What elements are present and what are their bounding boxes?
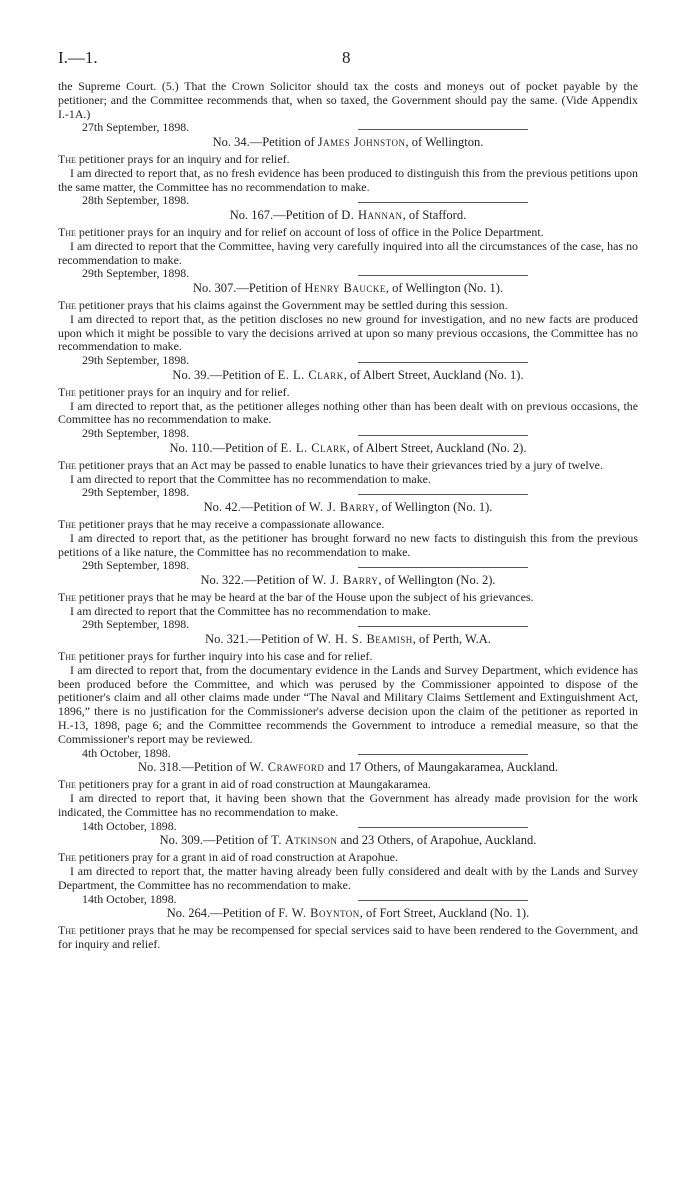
petition-number: No. 34.—Petition of bbox=[212, 135, 315, 150]
prayer-lead-word: The bbox=[58, 224, 76, 239]
petitioner-location: , of Wellington (No. 1). bbox=[385, 281, 504, 296]
petition-list bbox=[58, 136, 638, 952]
petition-number: No. 309.—Petition of bbox=[159, 833, 268, 848]
petition-number: No. 167.—Petition of bbox=[229, 208, 339, 223]
petition-number: No. 110.—Petition of bbox=[169, 440, 278, 455]
petition-entry bbox=[58, 367, 638, 441]
report-date: 14th October, 1898. bbox=[82, 891, 177, 906]
committee-report: I am directed to report that, it having been shown that the Government has already made provision for the work indicated, the Committee has no recommendation to make. bbox=[58, 791, 638, 819]
petition-entry bbox=[58, 833, 638, 906]
committee-report: I am directed to report that, as the petitioner has brought forward no new facts to distinguish this from the previous petitions of a like nature, the Committee has no recommendation to make. bbox=[58, 530, 638, 559]
prayer-lead-word: The bbox=[58, 516, 76, 531]
petition-title bbox=[58, 136, 638, 150]
petition-title bbox=[58, 209, 638, 223]
petition-number: No. 264.—Petition of bbox=[166, 906, 276, 921]
committee-report: I am directed to report that the Committee has no recommendation to make. bbox=[70, 603, 431, 618]
section-divider bbox=[358, 275, 528, 276]
petition-number: No. 322.—Petition of bbox=[200, 573, 309, 588]
prayer-text: petitioners pray for a grant in aid of road construction at Arapohue. bbox=[78, 850, 398, 865]
section-divider bbox=[358, 754, 528, 755]
report-date: 29th September, 1898. bbox=[82, 617, 190, 632]
petition-prayer bbox=[58, 299, 638, 313]
committee-report: I am directed to report that, as no fresh evidence has been produced to distinguish this from the previous petitions upon the same matter, the Committee has no recommendation to make. bbox=[58, 165, 638, 194]
petitioner-location: and 17 Others, of Maungakaramea, Auckland. bbox=[324, 760, 559, 775]
prayer-lead-word: The bbox=[58, 649, 76, 664]
petitioner-name: W. J. Barry bbox=[308, 500, 376, 515]
section-divider bbox=[358, 362, 528, 363]
section-divider bbox=[358, 626, 528, 627]
petition-number: No. 318.—Petition of bbox=[137, 760, 247, 775]
prayer-text: petitioner prays that an Act may be passed to enable lunatics to have their grievances tried by a jury of twelve. bbox=[78, 457, 603, 472]
petitioner-name: Henry Baucke bbox=[304, 281, 386, 296]
petition-entry bbox=[58, 208, 638, 281]
petition-number: No. 39.—Petition of bbox=[172, 367, 275, 382]
petition-entry bbox=[58, 281, 638, 368]
section-divider bbox=[358, 567, 528, 568]
report-date: 14th October, 1898. bbox=[82, 818, 177, 833]
section-divider bbox=[358, 900, 528, 901]
prayer-text: petitioner prays for an inquiry and for relief on account of loss of office in the Police Department. bbox=[78, 224, 544, 239]
petitioner-location: , of Perth, W.A. bbox=[412, 632, 491, 647]
petition-number: No. 42.—Petition of bbox=[203, 500, 306, 515]
prayer-lead-word: The bbox=[58, 589, 76, 604]
petition-entry bbox=[58, 573, 638, 632]
report-date: 29th September, 1898. bbox=[82, 485, 190, 500]
petition-entry bbox=[58, 440, 638, 500]
paper-reference: I.—1. bbox=[58, 48, 98, 67]
prayer-lead-word: The bbox=[58, 384, 76, 399]
petition-title bbox=[58, 282, 638, 296]
petition-entry bbox=[58, 907, 638, 951]
petition-number: No. 321.—Petition of bbox=[205, 632, 314, 647]
prayer-lead-word: The bbox=[58, 777, 76, 792]
prayer-lead-word: The bbox=[58, 850, 76, 865]
petitioner-location: , of Wellington (No. 2). bbox=[378, 573, 496, 588]
petition-prayer bbox=[58, 386, 638, 400]
committee-report: I am directed to report that the Committee, having very carefully inquired into all the circumstances of the case, has no recommendation to make. bbox=[58, 238, 638, 267]
prayer-text: petitioner prays for further inquiry into his case and for relief. bbox=[78, 649, 373, 664]
prayer-lead-word: The bbox=[58, 297, 76, 312]
petitioner-location: , of Wellington. bbox=[405, 135, 484, 150]
petitioner-name: E. L. Clark bbox=[280, 440, 347, 455]
intro-paragraph: the Supreme Court. (5.) That the Crown Solicitor should tax the costs and moneys out of pocket payable by the petitioner; and the Committee recommends that, when so taxed, the Government should pay the same. (Vide Appendix I.-1A.) bbox=[58, 79, 638, 121]
prayer-text: petitioner prays that his claims against the Government may be settled during this session. bbox=[78, 297, 508, 312]
petition-entry bbox=[58, 135, 638, 208]
petition-prayer bbox=[58, 650, 638, 664]
petitioner-location: , of Albert Street, Auckland (No. 2). bbox=[346, 440, 527, 455]
petition-prayer bbox=[58, 226, 638, 240]
prayer-text: petitioner prays for an inquiry and for relief. bbox=[78, 384, 290, 399]
committee-report: I am directed to report that, as the petitioner alleges nothing other than has been dealt with on previous occasions, the Committee has no recommendation to make. bbox=[58, 398, 638, 427]
petition-entry bbox=[58, 632, 638, 760]
committee-report: I am directed to report that, from the documentary evidence in the Lands and Survey Department, which evidence has been produced before the Committee, and which was perused by the Commissioner appointed to dispose of the petitioner's claim and all other claims made under “The Naval and Military Claims Settlement and Extinguishment Act, 1896,” there is no justification for the Commissioner's adverse decision upon the claim of the petitioner as reported in H.-13, 1898, page 6; and the Committee recommends the Government to introduce a remedial measure, so that the Commissioner's report may be reviewed. bbox=[58, 662, 638, 746]
prayer-text: petitioner prays for an inquiry and for relief. bbox=[78, 151, 290, 166]
prayer-lead-word: The bbox=[58, 457, 76, 472]
petition-entry bbox=[58, 500, 638, 573]
petition-title bbox=[58, 907, 638, 921]
petition-title bbox=[58, 574, 638, 588]
prayer-text: petitioner prays that he may be recompensed for special services said to have been rendered to the Government, and for inquiry and relief. bbox=[58, 923, 638, 952]
petition-title bbox=[58, 442, 638, 456]
petitioner-name: W. Crawford bbox=[249, 760, 325, 775]
report-date: 4th October, 1898. bbox=[82, 745, 171, 760]
petitioner-name: F. W. Boynton bbox=[278, 906, 360, 921]
page-header bbox=[58, 48, 642, 72]
prayer-text: petitioners pray for a grant in aid of road construction at Maungakaramea. bbox=[78, 777, 431, 792]
section-divider bbox=[358, 827, 528, 828]
section-divider bbox=[358, 129, 528, 130]
petition-prayer bbox=[58, 591, 638, 605]
petitioner-location: , of Albert Street, Auckland (No. 1). bbox=[343, 367, 524, 382]
report-date: 29th September, 1898. bbox=[82, 558, 190, 573]
page-number: 8 bbox=[342, 48, 351, 67]
petitioner-name: T. Atkinson bbox=[271, 833, 338, 848]
petition-title bbox=[58, 501, 638, 515]
prayer-text: petitioner prays that he may receive a compassionate allowance. bbox=[78, 516, 385, 531]
report-date: 29th September, 1898. bbox=[82, 353, 190, 368]
section-divider bbox=[358, 494, 528, 495]
petition-prayer bbox=[58, 851, 638, 865]
petition-prayer bbox=[58, 518, 638, 532]
petitioner-name: E. L. Clark bbox=[277, 367, 344, 382]
committee-report: I am directed to report that, the matter having already been fully considered and dealt with by the Lands and Survey Department, the Committee has no recommendation to make. bbox=[58, 864, 638, 892]
petitioner-name: James Johnston bbox=[317, 135, 406, 150]
report-date: 28th September, 1898. bbox=[82, 193, 190, 208]
petition-title bbox=[58, 633, 638, 647]
section-divider bbox=[358, 202, 528, 203]
intro-date: 27th September, 1898. bbox=[82, 120, 190, 135]
committee-report: I am directed to report that, as the petition discloses no new ground for investigation, and no new facts are produced upon which it might be possible to vary the decisions arrived at upon so many previous occasions, the Committee has no recommendation to make. bbox=[58, 311, 638, 354]
section-divider bbox=[358, 435, 528, 436]
prayer-text: petitioner prays that he may be heard at the bar of the House upon the subject of his grievances. bbox=[78, 589, 534, 604]
petition-prayer bbox=[58, 459, 638, 473]
petitioner-name: W. J. Barry bbox=[311, 573, 379, 588]
petitioner-location: , of Fort Street, Auckland (No. 1). bbox=[359, 906, 530, 921]
petitioner-name: W. H. S. Beamish bbox=[316, 632, 413, 647]
prayer-lead-word: The bbox=[58, 151, 76, 166]
petition-title bbox=[58, 761, 638, 775]
petitioner-name: D. Hannan bbox=[341, 208, 403, 223]
petition-prayer bbox=[58, 153, 638, 167]
petitioner-location: , of Wellington (No. 1). bbox=[375, 500, 493, 515]
petition-title bbox=[58, 369, 638, 383]
petition-prayer bbox=[58, 924, 638, 952]
petition-number: No. 307.—Petition of bbox=[192, 281, 302, 296]
petition-title bbox=[58, 834, 638, 848]
committee-report: I am directed to report that the Committee has no recommendation to make. bbox=[70, 471, 431, 486]
report-date: 29th September, 1898. bbox=[82, 426, 190, 441]
petitioner-location: , of Stafford. bbox=[402, 208, 467, 223]
prayer-lead-word: The bbox=[58, 923, 76, 938]
page-content bbox=[58, 80, 638, 952]
petitioner-location: and 23 Others, of Arapohue, Auckland. bbox=[337, 833, 537, 848]
report-date: 29th September, 1898. bbox=[82, 266, 190, 281]
petition-prayer bbox=[58, 778, 638, 792]
petition-entry bbox=[58, 760, 638, 833]
